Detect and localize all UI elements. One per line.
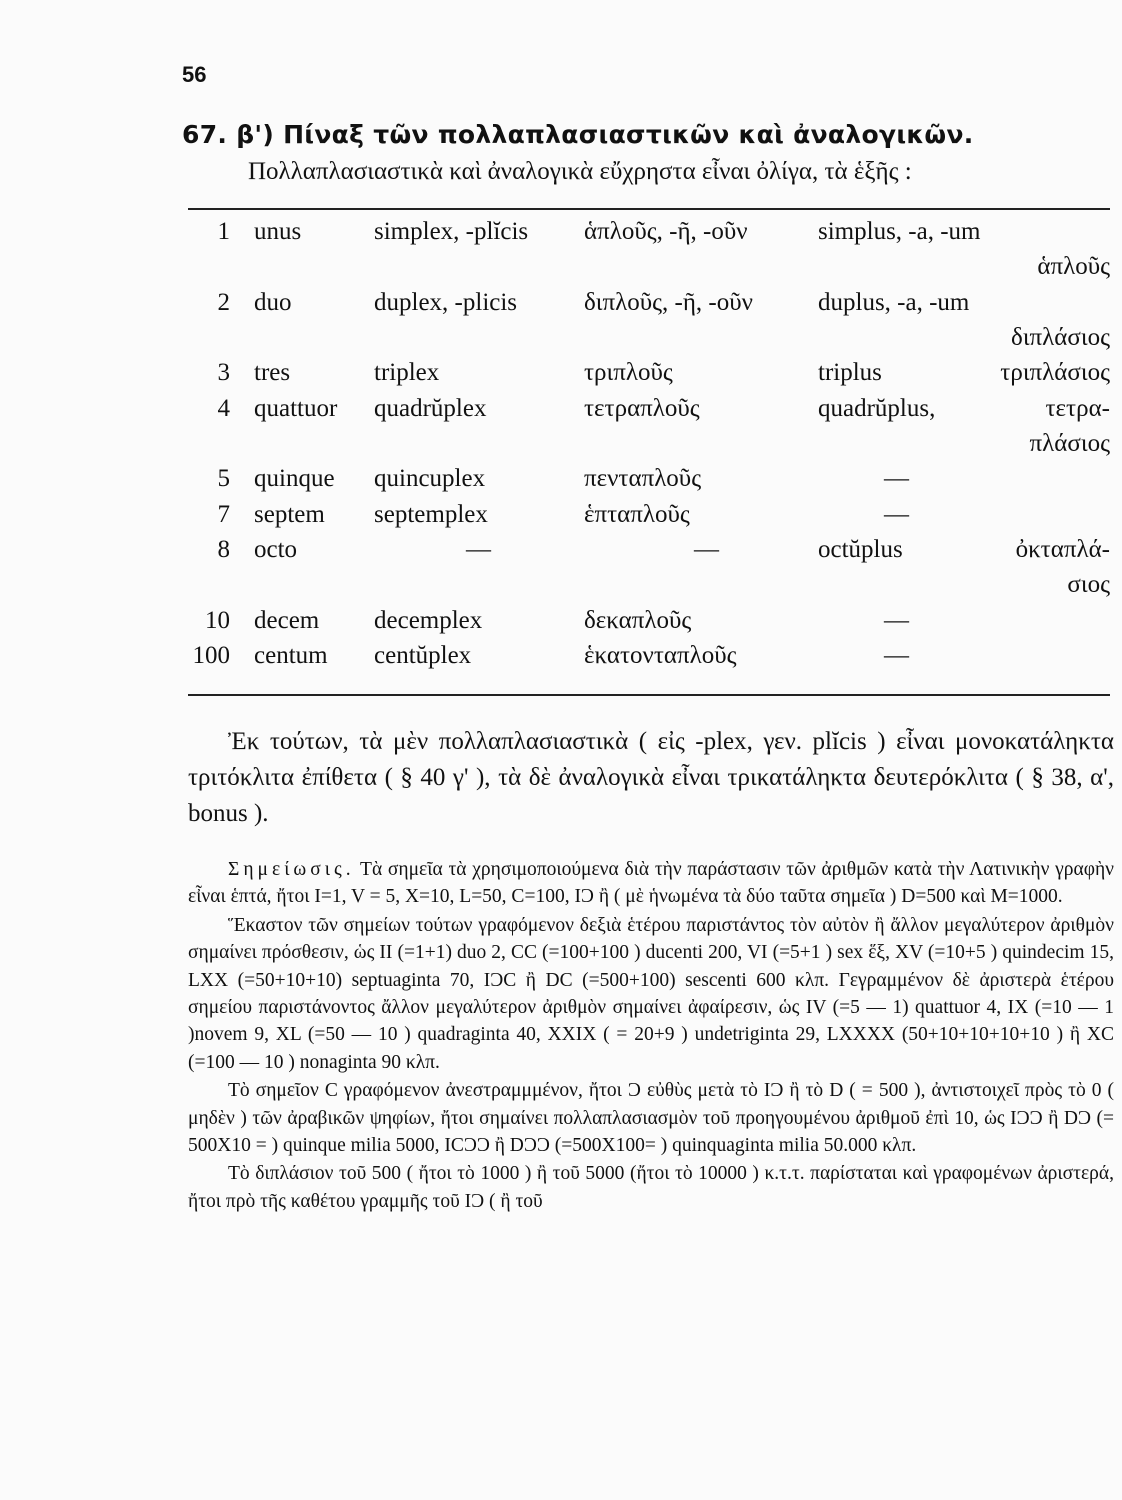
- row-number: 5: [217, 465, 230, 492]
- note-paragraph-2: Ἕκαστον τῶν σημείων τούτων γραφόμενον δεξιὰ ἑτέρου παριστάντος τὸν αὐτὸν ἢ ἄλλον μεγαλύτερον ἀριθμὸν σημαίνει πρόσθεσιν, ὡς II (=1+1) duo 2, CC (=100+100 ) ducenti 200, VI (=5+1 ) sex ἕξ, XV (=10+5 ) quindecim 15, LXX (=50+10+10) septuaginta 70, IƆC ἢ DC (=500+100) sescenti 600 κλπ. Γεγραμμένον δὲ ἀριστερὰ ἑτέρου σημείου παριστάνοντος ἄλλον μεγαλύτερον ἀριθμὸν σημαίνει ἀφαίρεσιν, ὡς IV (=5 — 1) quattuor 4, IX (=10 — 1 )novem 9, XL (=50 — 10 ) quadraginta 40, XXIX ( = 20+9 ) undetriginta 29, LXXXX (50+10+10+10+10 ) ἢ XC (=100 — 10 ) nonaginta 90 κλπ.: [188, 914, 1114, 1073]
- greek-proportional: τριπλάσιος: [1000, 359, 1110, 386]
- numeral-table: [188, 218, 1110, 678]
- row-number: 8: [217, 536, 230, 563]
- latin-proportional: —: [884, 606, 909, 634]
- latin-multiplicative: septemplex: [374, 500, 488, 528]
- latin-proportional: simplus, -a, -um: [818, 218, 981, 245]
- latin-proportional: triplus: [818, 359, 882, 386]
- latin-cardinal: decem: [254, 606, 320, 634]
- table-row: [188, 642, 1110, 678]
- row-number: 10: [205, 606, 230, 634]
- latin-multiplicative: triplex: [374, 359, 440, 386]
- latin-multiplicative: centŭplex: [374, 642, 472, 669]
- note-paragraph-3: Τὸ σημεῖον C γραφόμενον ἀνεστραμμμένον, ἤτοι Ɔ εὐθὺς μετὰ τὸ IƆ ἢ τὸ D ( = 500 ), ἀντιστοιχεῖ πρὸς τὸ 0 ( μηδὲν ) τῶν ἀραβικῶν ψηφίων, ἤτοι σημαίνει πολλαπλασιασμὸν τοῦ προηγουμένου ἀριθμοῦ ἐπὶ 10, ὡς IƆƆ ἢ DƆ (= 500X10 = ) quinque milia 5000, ICƆƆ ἢ DƆƆ (=500X100= ) quinquaginta milia 50.000 κλπ.: [188, 1080, 1114, 1157]
- greek-multiplicative: ἑκατονταπλοῦς: [584, 642, 737, 669]
- greek-multiplicative: διπλοῦς, -ῆ, -οῦν: [584, 288, 753, 316]
- greek-proportional-continued: ἁπλοῦς: [1037, 253, 1110, 280]
- row-number: 4: [217, 394, 230, 422]
- table-bottom-rule: [188, 694, 1110, 696]
- latin-multiplicative: —: [466, 536, 491, 563]
- latin-proportional: —: [884, 642, 909, 669]
- table-row: [188, 536, 1110, 607]
- table-row: [188, 289, 1110, 360]
- greek-proportional-continued: σιος: [1067, 571, 1110, 598]
- greek-multiplicative: τετραπλοῦς: [584, 394, 700, 422]
- page-number: 56: [182, 62, 207, 87]
- table-row: [188, 395, 1110, 466]
- latin-cardinal: septem: [254, 500, 325, 528]
- latin-multiplicative: quincuplex: [374, 465, 486, 492]
- greek-multiplicative: —: [694, 536, 719, 563]
- note-text-1: Τὰ σημεῖα τὰ χρησιμοποιούμενα διὰ τὴν παράστασιν τῶν ἀριθμῶν κατὰ τὴν Λατινικὴν γραφὴν εἶναι ἑπτά, ἤτοι I=1, V = 5, X=10, L=50, C=100, IƆ ἢ ( μὲ ἡνωμένα τὰ δύο ταῦτα σημεῖα ) D=500 καὶ M=1000.: [188, 859, 1114, 908]
- latin-cardinal: tres: [254, 359, 291, 386]
- note-paragraph-1: [188, 856, 1114, 911]
- latin-cardinal: unus: [254, 218, 302, 245]
- row-number: 3: [217, 359, 230, 386]
- notes-section: [188, 856, 1114, 1215]
- latin-multiplicative: duplex, -plicis: [374, 288, 518, 316]
- greek-proportional-continued: πλάσιος: [1029, 429, 1110, 457]
- latin-cardinal: duo: [254, 288, 292, 316]
- section-heading: 67. β') Πίναξ τῶν πολλαπλασιαστικῶν καὶ ἀναλογικῶν.: [182, 120, 974, 149]
- table-top-rule: [188, 208, 1110, 210]
- explanation-text: Ἐκ τούτων, τὰ μὲν πολλαπλασιαστικὰ ( εἰς -plex, γεν. plĭcis ) εἶναι μονοκατάληκτα τριτόκλιτα ἐπίθετα ( § 40 γ' ), τὰ δὲ ἀναλογικὰ εἶναι τρικατάληκτα δευτερόκλιτα ( § 38, α', bonus ).: [188, 728, 1114, 827]
- note-paragraph-4: Τὸ διπλάσιον τοῦ 500 ( ἤτοι τὸ 1000 ) ἢ τοῦ 5000 (ἤτοι τὸ 10000 ) κ.τ.τ. παρίσταται καὶ γραφομένων ἀριστερά, ἤτοι πρὸ τῆς καθέτου γραμμῆς τοῦ IƆ ( ἢ τοῦ: [188, 1163, 1114, 1212]
- latin-multiplicative: quadrŭplex: [374, 394, 487, 422]
- latin-proportional: duplus, -a, -um: [818, 288, 970, 316]
- greek-proportional: ὀκταπλά-: [1015, 536, 1110, 563]
- greek-proportional: τετρα-: [1045, 394, 1110, 422]
- row-number: 7: [217, 500, 230, 528]
- latin-proportional: —: [884, 500, 909, 528]
- intro-sentence: Πολλαπλασιαστικὰ καὶ ἀναλογικὰ εὔχρηστα εἶναι ὀλίγα, τὰ ἑξῆς :: [248, 158, 912, 185]
- latin-cardinal: quattuor: [254, 394, 338, 422]
- greek-multiplicative: πενταπλοῦς: [584, 465, 702, 492]
- row-number: 100: [192, 642, 230, 669]
- greek-proportional-continued: διπλάσιος: [1011, 323, 1110, 351]
- table-row: [188, 465, 1110, 501]
- latin-multiplicative: simplex, -plĭcis: [374, 218, 529, 245]
- table-row: [188, 607, 1110, 643]
- greek-multiplicative: ἁπλοῦς, -ῆ, -οῦν: [584, 218, 748, 245]
- after-table-paragraph: [188, 724, 1114, 832]
- greek-multiplicative: δεκαπλοῦς: [584, 606, 692, 634]
- latin-proportional: octŭplus: [818, 536, 903, 563]
- table-row: [188, 359, 1110, 395]
- note-label: Σημείωσις.: [228, 859, 355, 880]
- greek-multiplicative: τριπλοῦς: [584, 359, 673, 386]
- row-number: 2: [217, 288, 230, 316]
- greek-multiplicative: ἑπταπλοῦς: [584, 500, 690, 528]
- latin-cardinal: quinque: [254, 465, 335, 492]
- latin-cardinal: centum: [254, 642, 328, 669]
- latin-proportional: —: [884, 465, 909, 492]
- table-row: [188, 501, 1110, 537]
- table-row: [188, 218, 1110, 289]
- latin-cardinal: octo: [254, 536, 298, 563]
- row-number: 1: [217, 218, 230, 245]
- latin-proportional: quadrŭplus,: [818, 394, 936, 422]
- latin-multiplicative: decemplex: [374, 606, 483, 634]
